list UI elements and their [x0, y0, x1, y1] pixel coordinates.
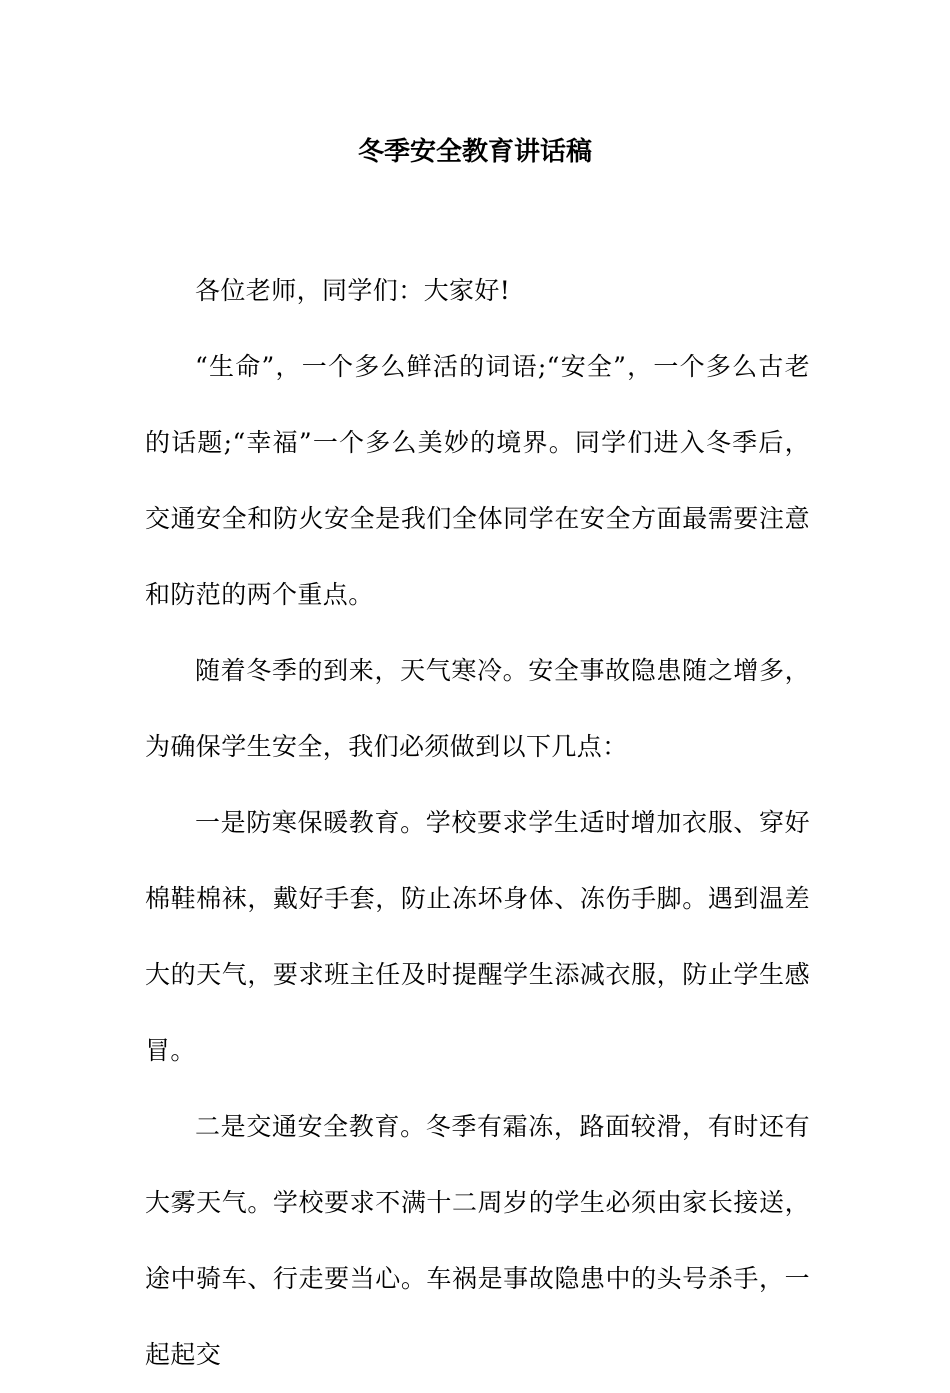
- paragraph-intro: “生命”，一个多么鲜活的词语;“安全”，一个多么古老的话题;“幸福”一个多么美妙的境界。同学们进入冬季后，交通安全和防火安全是我们全体同学在安全方面最需要注意和防范的两个重点。: [145, 352, 810, 609]
- paragraph-point-two: 二是交通安全教育。冬季有霜冻，路面较滑，有时还有大雾天气。学校要求不满十二周岁的学生必须由家长接送，途中骑车、行走要当心。车祸是事故隐患中的头号杀手，一起起交: [145, 1112, 810, 1369]
- paragraph-greeting: 各位老师，同学们：大家好!: [195, 276, 511, 305]
- paragraph-point-one: 一是防寒保暖教育。学校要求学生适时增加衣服、穿好棉鞋棉袜，戴好手套，防止冻坏身体、冻伤手脚。遇到温差大的天气，要求班主任及时提醒学生添减衣服，防止学生感冒。: [145, 808, 810, 1065]
- paragraph-winter: 随着冬季的到来，天气寒冷。安全事故隐患随之增多，为确保学生安全，我们必须做到以下几点：: [145, 656, 810, 761]
- document-body: [145, 253, 810, 1393]
- document-title: 冬季安全教育讲话稿: [357, 137, 592, 167]
